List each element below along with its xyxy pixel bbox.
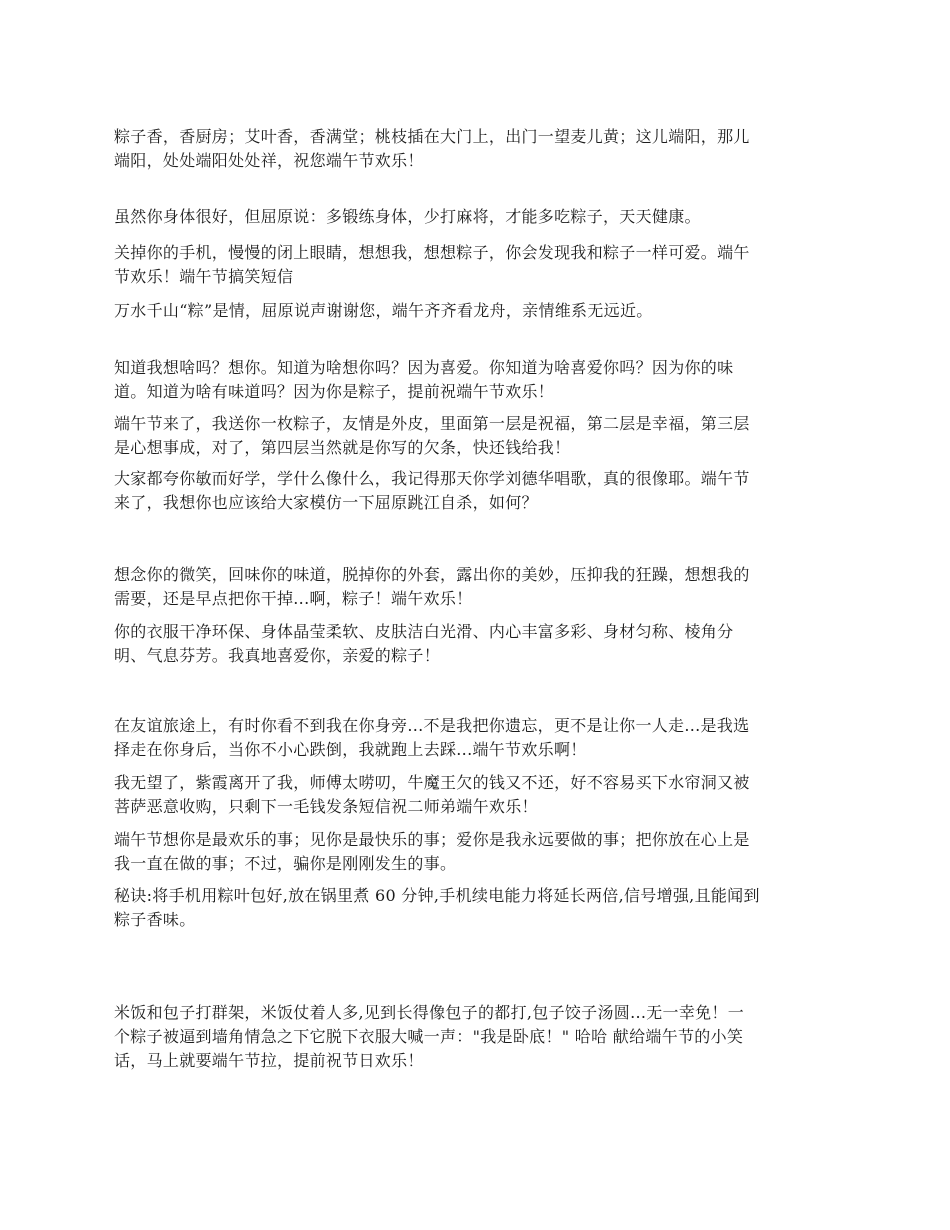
- paragraph-11: 我无望了，紫霞离开了我，师傅太唠叨，牛魔王欠的钱又不还，好不容易买下水帘洞又被 菩萨恶意收购，只剩下一毛钱发条短信祝二师弟端午欢乐！: [114, 773, 750, 816]
- paragraph-2: 虽然你身体很好，但屈原说：多锻练身体，少打麻将，才能多吃粽子，天天健康。: [114, 207, 701, 226]
- paragraph-12: 端午节想你是最欢乐的事；见你是最快乐的事；爱你是我永远要做的事；把你放在心上是 我一直在做的事；不过，骗你是刚刚发生的事。: [114, 830, 750, 873]
- paragraph-14: 米饭和包子打群架，米饭仗着人多,见到长得像包子的都打,包子饺子汤圆...无一幸免！一 个粽子被逼到墙角情急之下它脱下衣服大喊一声："我是卧底！" 哈哈 献给端午节的小笑 话，马上就要端午节拉，提前祝节日欢乐！: [114, 1003, 745, 1070]
- paragraph-6: 端午节来了，我送你一枚粽子，友情是外皮，里面第一层是祝福，第二层是幸福，第三层 是心想事成，对了，第四层当然就是你写的欠条，快还钱给我！: [114, 414, 750, 457]
- paragraph-1: 粽子香，香厨房；艾叶香，香满堂；桃枝插在大门上，出门一望麦儿黄；这儿端阳，那儿 端阳，处处端阳处处祥，祝您端午节欢乐！: [114, 127, 750, 170]
- paragraph-10: 在友谊旅途上，有时你看不到我在你身旁...不是我把你遗忘，更不是让你一人走...是我选 择走在你身后，当你不小心跌倒，我就跑上去踩...端午节欢乐啊！: [114, 716, 750, 759]
- paragraph-7: 大家都夸你敏而好学，学什么像什么，我记得那天你学刘德华唱歌，真的很像耶。端午节 来了，我想你也应该给大家模仿一下屈原跳江自杀，如何？: [114, 469, 750, 512]
- paragraph-5: 知道我想啥吗？想你。知道为啥想你吗？因为喜爱。你知道为啥喜爱你吗？因为你的味 道。知道为啥有味道吗？因为你是粽子，提前祝端午节欢乐！: [114, 358, 734, 401]
- paragraph-4: 万水千山“粽”是情，屈原说声谢谢您，端午齐齐看龙舟，亲情维系无远近。: [114, 301, 653, 320]
- paragraph-13: 秘诀:将手机用粽叶包好,放在锅里煮 60 分钟,手机续电能力将延长两倍,信号增强,且能闻到 粽子香味。: [114, 886, 760, 929]
- paragraph-9: 你的衣服干净环保、身体晶莹柔软、皮肤洁白光滑、内心丰富多彩、身材匀称、棱角分 明、气息芬芳。我真地喜爱你，亲爱的粽子！: [114, 622, 734, 665]
- paragraph-3: 关掉你的手机，慢慢的闭上眼睛，想想我，想想粽子，你会发现我和粽子一样可爱。端午 节欢乐！端午节搞笑短信: [114, 243, 750, 286]
- paragraph-8: 想念你的微笑，回味你的味道，脱掉你的外套，露出你的美妙，压抑我的狂躁，想想我的 需要，还是早点把你干掉...啊，粽子！端午欢乐！: [114, 565, 750, 608]
